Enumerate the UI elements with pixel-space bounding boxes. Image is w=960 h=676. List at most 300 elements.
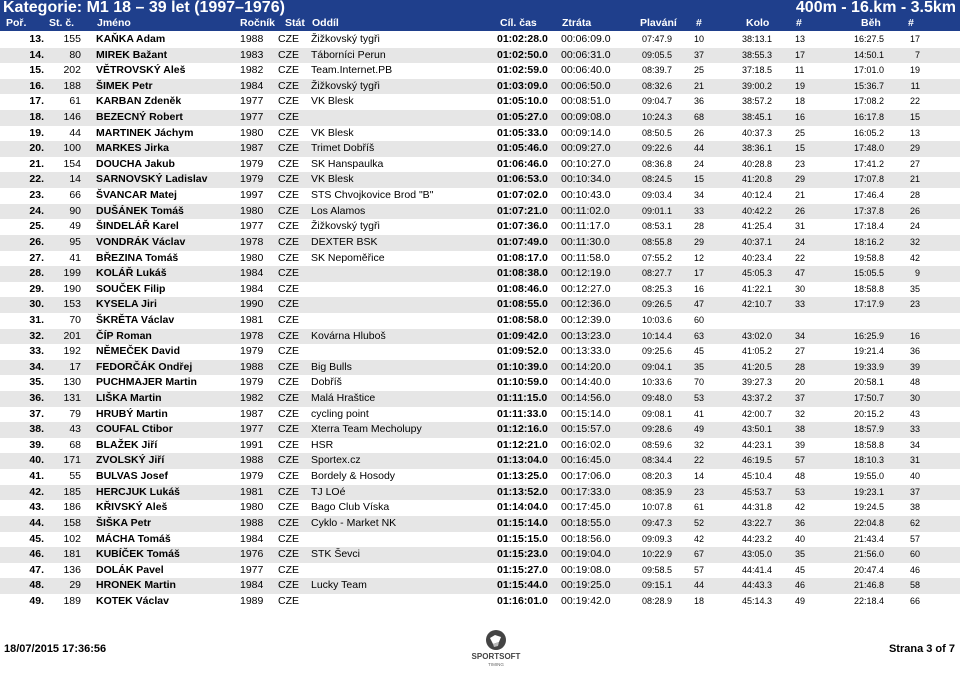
cell-bike-rank: 23 [795, 158, 806, 169]
cell-state: CZE [278, 220, 299, 233]
cell-bike [742, 313, 786, 329]
cell-state: CZE [278, 64, 299, 77]
cell-bike: 39:00.2 [742, 80, 773, 91]
cell-bib: 202 [63, 64, 81, 77]
cell-bib: 61 [69, 95, 81, 108]
cell-state: CZE [278, 423, 299, 436]
cell-time: 01:15:15.0 [497, 532, 548, 545]
cell-bib: 49 [69, 220, 81, 233]
cell-swim-rank: 25 [694, 65, 705, 76]
cell-run: 15:05.5 [853, 268, 884, 279]
cell-year: 1987 [240, 407, 264, 420]
cell-loss: 00:12:19.0 [561, 267, 611, 280]
cell-loss: 00:08:51.0 [561, 95, 611, 108]
cell-bike: 44:23.2 [742, 533, 773, 544]
cell-year: 1978 [240, 235, 264, 248]
table-row [0, 313, 960, 329]
sportsoft-logo [464, 628, 528, 668]
cell-run-rank: 17 [909, 34, 920, 44]
cell-state: CZE [278, 95, 299, 108]
cell-time: 01:06:53.0 [497, 173, 548, 186]
cell-run-rank: 30 [909, 393, 920, 404]
cell-place: 14. [29, 48, 44, 61]
cell-bike: 40:42.2 [742, 205, 773, 216]
cell-place: 36. [29, 392, 44, 405]
cell-name: ŠKRĚTA Václav [96, 313, 175, 326]
cell-place: 28. [29, 267, 44, 280]
cell-bib: 190 [63, 282, 81, 295]
col-header-bike: Kolo [746, 17, 770, 29]
cell-loss: 00:16:02.0 [561, 438, 611, 451]
table-row [0, 532, 960, 548]
table-row [0, 438, 960, 454]
cell-bike: 38:45.1 [742, 112, 773, 123]
category-title: Kategorie: M1 18 – 39 let (1997–1976) [3, 0, 285, 16]
cell-year: 1979 [240, 345, 264, 358]
cell-name: HERCJUK Lukáš [96, 485, 181, 498]
cell-run-rank: 43 [909, 408, 920, 419]
cell-club: SK Nepoměřice [311, 251, 385, 264]
cell-bib: 189 [63, 594, 81, 607]
cell-swim: 08:24.5 [642, 174, 673, 185]
col-header-place: Poř. [6, 17, 27, 29]
cell-place: 43. [29, 501, 44, 514]
cell-time: 01:09:42.0 [497, 329, 548, 342]
cell-time: 01:15:27.0 [497, 563, 548, 576]
cell-swim: 10:22.9 [642, 549, 673, 560]
cell-run: 17:50.7 [853, 393, 884, 404]
cell-swim-rank: 67 [694, 549, 705, 560]
col-header-bike-rank: # [796, 17, 802, 29]
cell-year: 1982 [240, 64, 264, 77]
cell-loss: 00:14:20.0 [561, 360, 611, 373]
cell-swim: 09:08.1 [642, 408, 673, 419]
cell-state: CZE [278, 485, 299, 498]
table-row [0, 563, 960, 579]
cell-state: CZE [278, 142, 299, 155]
cell-state: CZE [278, 594, 299, 607]
cell-year: 1988 [240, 360, 264, 373]
cell-loss: 00:19:08.0 [561, 563, 611, 576]
cell-name: MARKES Jirka [96, 142, 169, 155]
cell-bike: 40:37.1 [742, 236, 773, 247]
cell-bib: 154 [63, 157, 81, 170]
cell-bike: 41:05.2 [742, 346, 773, 357]
table-row [0, 594, 960, 610]
cell-bib: 188 [63, 79, 81, 92]
cell-bike: 44:41.4 [742, 564, 773, 575]
cell-name: ČÍP Roman [96, 329, 152, 342]
cell-name: COUFAL Ctibor [96, 423, 173, 436]
cell-loss: 00:19:42.0 [561, 594, 611, 607]
cell-time: 01:10:39.0 [497, 360, 548, 373]
cell-bike: 45:10.4 [742, 471, 773, 482]
cell-swim: 09:04.7 [642, 96, 673, 107]
cell-bike: 45:05.3 [742, 268, 773, 279]
cell-time: 01:11:33.0 [497, 407, 548, 420]
cell-run-rank: 22 [909, 96, 920, 107]
table-row [0, 422, 960, 438]
cell-loss: 00:16:45.0 [561, 454, 611, 467]
cell-bike-rank: 20 [795, 377, 806, 388]
table-row [0, 79, 960, 95]
cell-loss: 00:06:31.0 [561, 48, 611, 61]
cell-state: CZE [278, 111, 299, 124]
cell-run: 16:25.9 [853, 330, 884, 341]
cell-state: CZE [278, 360, 299, 373]
table-row [0, 516, 960, 532]
cell-year: 1984 [240, 282, 264, 295]
cell-run-rank: 46 [909, 564, 920, 575]
cell-name: VĚTROVSKÝ Aleš [96, 64, 186, 77]
cell-swim-rank: 36 [694, 96, 705, 107]
cell-loss: 00:11:58.0 [561, 251, 610, 264]
cell-bike-rank: 35 [795, 549, 806, 560]
cell-bike: 43:22.7 [742, 517, 773, 528]
cell-bib: 155 [63, 33, 81, 45]
cell-swim: 09:28.6 [642, 424, 673, 435]
cell-place: 25. [29, 220, 44, 233]
cell-run: 16:17.8 [853, 112, 884, 123]
cell-year: 1978 [240, 329, 264, 342]
cell-loss: 00:15:57.0 [561, 423, 611, 436]
cell-name: ŠIŠKA Petr [96, 516, 152, 529]
cell-loss: 00:09:27.0 [561, 142, 611, 155]
cell-swim: 09:22.6 [642, 143, 673, 154]
cell-club: Žižkovský tygři [311, 220, 380, 233]
cell-club [311, 313, 497, 329]
cell-state: CZE [278, 548, 299, 561]
cell-swim: 10:03.6 [642, 314, 673, 325]
cell-swim-rank: 41 [694, 408, 705, 419]
cell-state: CZE [278, 157, 299, 170]
table-row [0, 204, 960, 220]
cell-swim: 07:55.2 [642, 252, 673, 263]
cell-name: HRONEK Martin [96, 579, 176, 592]
cell-state: CZE [278, 313, 299, 326]
cell-bike: 40:23.4 [742, 252, 773, 263]
cell-bib: 131 [63, 392, 81, 405]
cell-swim: 08:59.6 [642, 439, 673, 450]
cell-year: 1981 [240, 485, 264, 498]
cell-bike-rank: 37 [795, 393, 806, 404]
cell-name: KŘIVSKÝ Aleš [96, 501, 168, 514]
cell-club [311, 266, 497, 282]
cell-name: KYSELA Jiri [96, 298, 157, 311]
cell-loss: 00:17:33.0 [561, 485, 611, 498]
cell-run: 20:15.2 [853, 408, 884, 419]
cell-swim: 09:47.3 [642, 517, 673, 528]
cell-place: 22. [29, 173, 44, 186]
cell-bib: 66 [69, 189, 81, 202]
cell-run-rank: 33 [909, 424, 920, 435]
cell-run: 21:43.4 [853, 533, 884, 544]
cell-state: CZE [278, 532, 299, 545]
cell-bike-rank: 42 [795, 502, 806, 513]
cell-loss: 00:09:14.0 [561, 126, 611, 139]
table-row [0, 453, 960, 469]
cell-swim-rank: 68 [694, 112, 705, 123]
cell-swim-rank: 47 [694, 299, 705, 310]
cell-club: cycling point [311, 407, 369, 420]
cell-club [311, 594, 497, 610]
cell-place: 42. [29, 485, 44, 498]
cell-club: Táborníci Perun [311, 48, 386, 61]
cell-bib: 181 [63, 548, 81, 561]
cell-bib: 90 [69, 204, 81, 217]
cell-club: Los Alamos [311, 204, 366, 217]
cell-bib: 136 [63, 563, 81, 576]
cell-year: 1988 [240, 454, 264, 467]
cell-year: 1984 [240, 579, 264, 592]
cell-state: CZE [278, 376, 299, 389]
cell-club: VK Blesk [311, 95, 354, 108]
cell-run-rank: 13 [909, 127, 920, 138]
cell-run: 19:21.4 [853, 346, 884, 357]
cell-swim-rank: 32 [694, 439, 705, 450]
cell-name: KUBÍČEK Tomáš [96, 548, 180, 561]
cell-swim: 09:03.4 [642, 190, 673, 201]
cell-swim-rank: 15 [694, 174, 705, 185]
cell-bike-rank: 33 [795, 299, 806, 310]
cell-loss: 00:11:02.0 [561, 204, 610, 217]
cell-time: 01:13:25.0 [497, 470, 548, 483]
cell-loss: 00:19:04.0 [561, 548, 611, 561]
cell-name: NĚMEČEK David [96, 345, 181, 358]
cell-swim-rank: 60 [694, 314, 705, 325]
table-row [0, 63, 960, 79]
cell-swim: 08:36.8 [642, 158, 673, 169]
col-header-year: Ročník [240, 17, 276, 29]
table-row [0, 547, 960, 563]
cell-club: Žižkovský tygři [311, 79, 380, 92]
cell-bike: 40:37.3 [742, 127, 773, 138]
cell-run: 16:27.5 [853, 34, 884, 44]
cell-swim-rank: 23 [694, 486, 705, 497]
cell-run: 20:58.1 [853, 377, 884, 388]
cell-swim: 10:14.4 [642, 330, 673, 341]
cell-name: DOUCHA Jakub [96, 157, 175, 170]
cell-bike: 43:05.0 [742, 549, 773, 560]
cell-state: CZE [278, 501, 299, 514]
cell-state: CZE [278, 267, 299, 280]
cell-swim-rank: 37 [694, 49, 705, 60]
cell-place: 46. [29, 548, 44, 561]
cell-state: CZE [278, 345, 299, 358]
cell-swim-rank: 17 [694, 268, 705, 279]
cell-time: 01:07:36.0 [497, 220, 548, 233]
cell-place: 27. [29, 251, 44, 264]
cell-club: Bago Club Víska [311, 501, 390, 514]
cell-name: BEZECNÝ Robert [96, 111, 183, 124]
cell-bike-rank: 57 [795, 455, 806, 466]
cell-club [311, 110, 497, 126]
cell-time: 01:12:21.0 [497, 438, 548, 451]
cell-club: Malá Hraštice [311, 392, 376, 405]
cell-time: 01:05:10.0 [497, 95, 548, 108]
cell-bike: 43:37.2 [742, 393, 773, 404]
cell-swim: 08:55.8 [642, 236, 673, 247]
cell-time: 01:13:52.0 [497, 485, 548, 498]
cell-bike-rank: 22 [795, 252, 806, 263]
cell-year: 1977 [240, 423, 264, 436]
cell-loss: 00:10:27.0 [561, 157, 611, 170]
cell-club: STK Ševci [311, 548, 361, 561]
cell-run: 18:58.8 [853, 283, 884, 294]
cell-loss: 00:06:40.0 [561, 64, 611, 77]
cell-run: 17:07.8 [853, 174, 884, 185]
cell-bike: 43:02.0 [742, 330, 773, 341]
cell-loss: 00:12:39.0 [561, 313, 611, 326]
cell-swim: 09:58.5 [642, 564, 673, 575]
cell-place: 29. [29, 282, 44, 295]
cell-club: Sportex.cz [311, 454, 361, 467]
cell-name: BLAŽEK Jiří [96, 438, 158, 451]
cell-state: CZE [278, 48, 299, 61]
cell-bike-rank [795, 313, 819, 329]
cell-bike-rank: 24 [795, 236, 806, 247]
cell-place: 19. [29, 126, 44, 139]
cell-place: 34. [29, 360, 44, 373]
table-row [0, 360, 960, 376]
cell-bike: 37:18.5 [742, 65, 773, 76]
cell-run: 19:58.8 [853, 252, 884, 263]
cell-run-rank: 23 [909, 299, 920, 310]
cell-time: 01:16:01.0 [497, 594, 548, 607]
cell-bike: 46:19.5 [742, 455, 773, 466]
cell-name: BŘEZINA Tomáš [96, 251, 179, 264]
footer-datetime: 18/07/2015 17:36:56 [4, 643, 107, 655]
table-row [0, 469, 960, 485]
cell-swim-rank: 57 [694, 564, 705, 575]
cell-state: CZE [278, 126, 299, 139]
cell-swim-rank: 14 [694, 471, 705, 482]
cell-swim: 08:39.7 [642, 65, 673, 76]
table-row [0, 407, 960, 423]
cell-swim: 10:24.3 [642, 112, 673, 123]
cell-name: MÁCHA Tomáš [96, 532, 171, 545]
cell-run: 17:46.4 [853, 190, 884, 201]
cell-year: 1981 [240, 313, 264, 326]
cell-run-rank: 19 [909, 65, 920, 76]
cell-bib: 192 [63, 345, 81, 358]
cell-place: 47. [29, 563, 44, 576]
cell-club: SK Hanspaulka [311, 157, 384, 170]
cell-loss: 00:18:55.0 [561, 516, 611, 529]
cell-bike-rank: 18 [795, 96, 806, 107]
cell-run-rank: 66 [909, 595, 920, 606]
col-header-bib: St. č. [49, 17, 75, 29]
cell-swim-rank: 16 [694, 283, 705, 294]
cell-name: KAŇKA Adam [96, 33, 166, 45]
cell-swim: 10:33.6 [642, 377, 673, 388]
cell-run-rank: 42 [909, 252, 920, 263]
cell-run-rank: 24 [909, 221, 920, 232]
logo-subtext: TIMING [488, 662, 504, 667]
cell-loss: 00:14:40.0 [561, 376, 611, 389]
cell-year: 1989 [240, 594, 264, 607]
cell-run-rank: 16 [909, 330, 920, 341]
cell-run-rank: 27 [909, 158, 920, 169]
cell-state: CZE [278, 79, 299, 92]
cell-bib: 44 [69, 126, 81, 139]
cell-swim-rank: 24 [694, 158, 705, 169]
cell-bike: 41:20.8 [742, 174, 773, 185]
cell-run-rank: 32 [909, 236, 920, 247]
cell-name: ŠVANCAR Matej [96, 189, 177, 202]
cell-place: 13. [29, 33, 44, 45]
cell-name: LIŠKA Martin [96, 392, 162, 405]
cell-bib: 43 [69, 423, 81, 436]
cell-run: 19:23.1 [853, 486, 884, 497]
cell-loss: 00:15:14.0 [561, 407, 611, 420]
cell-run-rank: 48 [909, 377, 920, 388]
cell-bike: 38:55.3 [742, 49, 773, 60]
cell-place: 48. [29, 579, 44, 592]
cell-club: Big Bulls [311, 360, 352, 373]
cell-bike-rank: 26 [795, 205, 806, 216]
cell-name: PUCHMAJER Martin [96, 376, 197, 389]
cell-club: Dobříš [311, 376, 342, 389]
cell-state: CZE [278, 251, 299, 264]
cell-year: 1977 [240, 563, 264, 576]
cell-bike-rank: 45 [795, 564, 806, 575]
cell-loss: 00:06:50.0 [561, 79, 611, 92]
cell-place: 23. [29, 189, 44, 202]
cell-run: 17:37.8 [853, 205, 884, 216]
cell-loss: 00:10:34.0 [561, 173, 611, 186]
cell-swim: 08:20.3 [642, 471, 673, 482]
cell-state: CZE [278, 298, 299, 311]
col-header-swim: Plavání [640, 17, 677, 29]
cell-year: 1987 [240, 142, 264, 155]
cell-run-rank: 28 [909, 190, 920, 201]
cell-bike: 39:27.3 [742, 377, 773, 388]
cell-club: Trimet Dobříš [311, 142, 375, 155]
table-row [0, 282, 960, 298]
col-header-loss: Ztráta [562, 17, 592, 29]
cell-bike-rank: 25 [795, 127, 806, 138]
cell-swim-rank: 70 [694, 377, 705, 388]
cell-place: 40. [29, 454, 44, 467]
cell-swim-rank: 45 [694, 346, 705, 357]
cell-swim-rank: 10 [694, 34, 705, 44]
cell-bike: 40:12.4 [742, 190, 773, 201]
cell-bike: 44:31.8 [742, 502, 773, 513]
cell-club: Xterra Team Mecholupy [311, 423, 422, 436]
cell-bib: 79 [69, 407, 81, 420]
cell-bike-rank: 13 [795, 34, 806, 44]
cell-loss: 00:17:45.0 [561, 501, 611, 514]
logo-text: SPORTSOFT [471, 652, 521, 661]
cell-year: 1976 [240, 548, 264, 561]
cell-run: 19:24.5 [853, 502, 884, 513]
table-row [0, 157, 960, 173]
cell-year: 1997 [240, 189, 264, 202]
cell-run: 17:41.2 [853, 158, 884, 169]
cell-swim: 09:15.1 [642, 580, 673, 591]
cell-bike-rank: 39 [795, 439, 806, 450]
cell-bike-rank: 49 [795, 595, 806, 606]
cell-run-rank: 11 [910, 80, 920, 91]
cell-time: 01:03:09.0 [497, 79, 548, 92]
cell-run: 14:50.1 [853, 49, 884, 60]
cell-bike-rank: 21 [795, 190, 806, 201]
cell-bike: 44:23.1 [742, 439, 773, 450]
cell-bib: 68 [69, 438, 81, 451]
cell-run: 15:36.7 [853, 80, 884, 91]
cell-time: 01:02:50.0 [497, 48, 548, 61]
